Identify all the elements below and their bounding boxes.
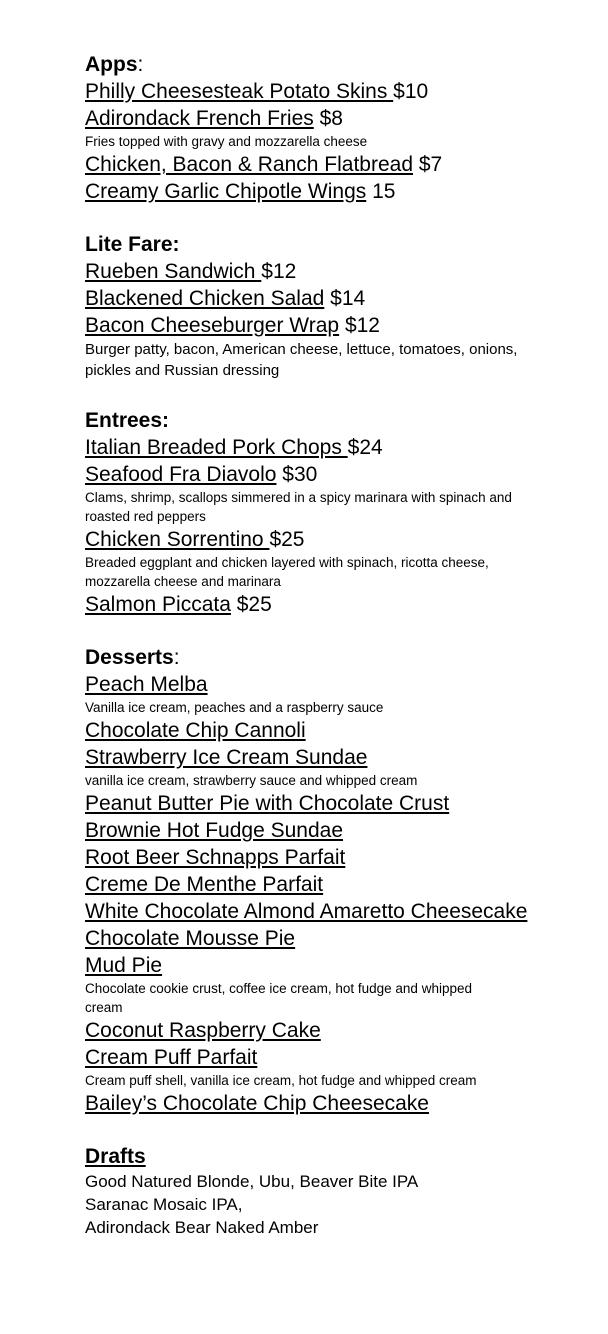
menu-item-link[interactable]: White Chocolate Almond Amaretto Cheesecake: [85, 900, 528, 923]
menu-item-price: $12: [344, 314, 380, 337]
menu-item: [85, 591, 608, 618]
menu-item: [85, 671, 608, 698]
menu-item-link[interactable]: Blackened Chicken Salad: [85, 287, 325, 310]
draft-line: Good Natured Blonde, Ubu, Beaver Bite IPA: [85, 1172, 419, 1191]
menu-item-description: vanilla ice cream, strawberry sauce and whipped cream: [85, 773, 418, 788]
menu-item-price: $25: [236, 593, 272, 616]
menu-item-link[interactable]: Creamy Garlic Chipotle Wings: [85, 180, 367, 203]
section-apps: [85, 52, 608, 205]
menu-item: [85, 151, 608, 178]
menu-item-description: Clams, shrimp, scallops simmered in a spicy marinara with spinach and roasted red peppers: [85, 490, 512, 524]
menu-item-price: 15: [372, 180, 396, 203]
menu-item-link[interactable]: Chicken, Bacon & Ranch Flatbread: [85, 153, 414, 176]
menu-item: [85, 717, 608, 744]
menu-item-link[interactable]: Peanut Butter Pie with Chocolate Crust: [85, 792, 450, 815]
draft-line: Saranac Mosaic IPA,: [85, 1195, 243, 1214]
menu-item: [85, 434, 608, 461]
menu-item: [85, 925, 608, 952]
menu-item-link[interactable]: Strawberry Ice Cream Sundae: [85, 746, 368, 769]
menu-item-description: Fries topped with gravy and mozzarella cheese: [85, 134, 368, 149]
menu-item-link[interactable]: Italian Breaded Pork Chops: [85, 436, 348, 459]
menu-item-price: $14: [330, 287, 366, 310]
menu-item: [85, 844, 608, 871]
menu-item-link[interactable]: Bacon Cheeseburger Wrap: [85, 314, 340, 337]
menu-item-link[interactable]: Philly Cheesesteak Potato Skins: [85, 80, 394, 103]
menu-item-price: $12: [261, 260, 297, 283]
menu-item-link[interactable]: Peach Melba: [85, 673, 208, 696]
menu-item: [85, 258, 608, 285]
menu-item-price: $24: [347, 436, 383, 459]
menu-item-link[interactable]: Chicken Sorrentino: [85, 528, 270, 551]
section-desserts: [85, 645, 608, 1117]
menu-item: [85, 312, 608, 339]
section-title: Lite Fare:: [85, 233, 180, 256]
menu-item-link[interactable]: Root Beer Schnapps Parfait: [85, 846, 346, 869]
menu-item-link[interactable]: Creme De Menthe Parfait: [85, 873, 324, 896]
menu-item-link[interactable]: Chocolate Chip Cannoli: [85, 719, 306, 742]
menu-item-link[interactable]: Mud Pie: [85, 954, 163, 977]
menu-item: [85, 817, 608, 844]
menu-item: [85, 78, 608, 105]
section-title: Desserts:: [85, 646, 180, 669]
menu-item-link[interactable]: Seafood Fra Diavolo: [85, 463, 277, 486]
section-title: [85, 1144, 608, 1170]
menu-item: [85, 744, 608, 771]
draft-line: Adirondack Bear Naked Amber: [85, 1218, 319, 1237]
menu-item: [85, 952, 608, 979]
menu-item: [85, 105, 608, 132]
menu-item: [85, 461, 608, 488]
menu-item-price: $25: [269, 528, 305, 551]
menu-item: [85, 898, 608, 925]
menu-item-price: $30: [282, 463, 318, 486]
drafts-title[interactable]: Drafts: [85, 1145, 146, 1168]
menu-item: [85, 526, 608, 553]
menu-item: [85, 790, 608, 817]
section-entrees: [85, 408, 608, 618]
menu-item: [85, 1044, 608, 1071]
menu-item-link[interactable]: Cream Puff Parfait: [85, 1046, 258, 1069]
menu-item-description: Chocolate cookie crust, coffee ice cream, hot fudge and whipped cream: [85, 981, 472, 1015]
menu-item-link[interactable]: Salmon Piccata: [85, 593, 231, 616]
menu-item-description: Vanilla ice cream, peaches and a raspberry sauce: [85, 700, 384, 715]
menu-item: [85, 1017, 608, 1044]
section-drafts: [85, 1144, 608, 1239]
menu-item-description: Cream puff shell, vanilla ice cream, hot fudge and whipped cream: [85, 1073, 477, 1088]
menu-item: [85, 871, 608, 898]
menu-item-link[interactable]: Adirondack French Fries: [85, 107, 314, 130]
section-lite-fare: [85, 232, 608, 381]
section-title: Apps:: [85, 53, 144, 76]
section-title: Entrees:: [85, 409, 170, 432]
menu-item-price: $10: [393, 80, 429, 103]
menu-item-description: Burger patty, bacon, American cheese, lettuce, tomatoes, onions, pickles and Russian dressing: [85, 341, 518, 379]
menu-item-price: $7: [418, 153, 443, 176]
menu-item: [85, 1090, 608, 1117]
menu-item-link[interactable]: Brownie Hot Fudge Sundae: [85, 819, 343, 842]
menu-item-description: Breaded eggplant and chicken layered with spinach, ricotta cheese, mozzarella cheese and marinara: [85, 555, 489, 589]
menu-item: [85, 285, 608, 312]
menu-item-link[interactable]: Rueben Sandwich: [85, 260, 262, 283]
menu-item: [85, 178, 608, 205]
menu-item-link[interactable]: Chocolate Mousse Pie: [85, 927, 296, 950]
menu-item-link[interactable]: Bailey’s Chocolate Chip Cheesecake: [85, 1092, 429, 1115]
menu-item-link[interactable]: Coconut Raspberry Cake: [85, 1019, 321, 1042]
menu-item-price: $8: [319, 107, 343, 130]
